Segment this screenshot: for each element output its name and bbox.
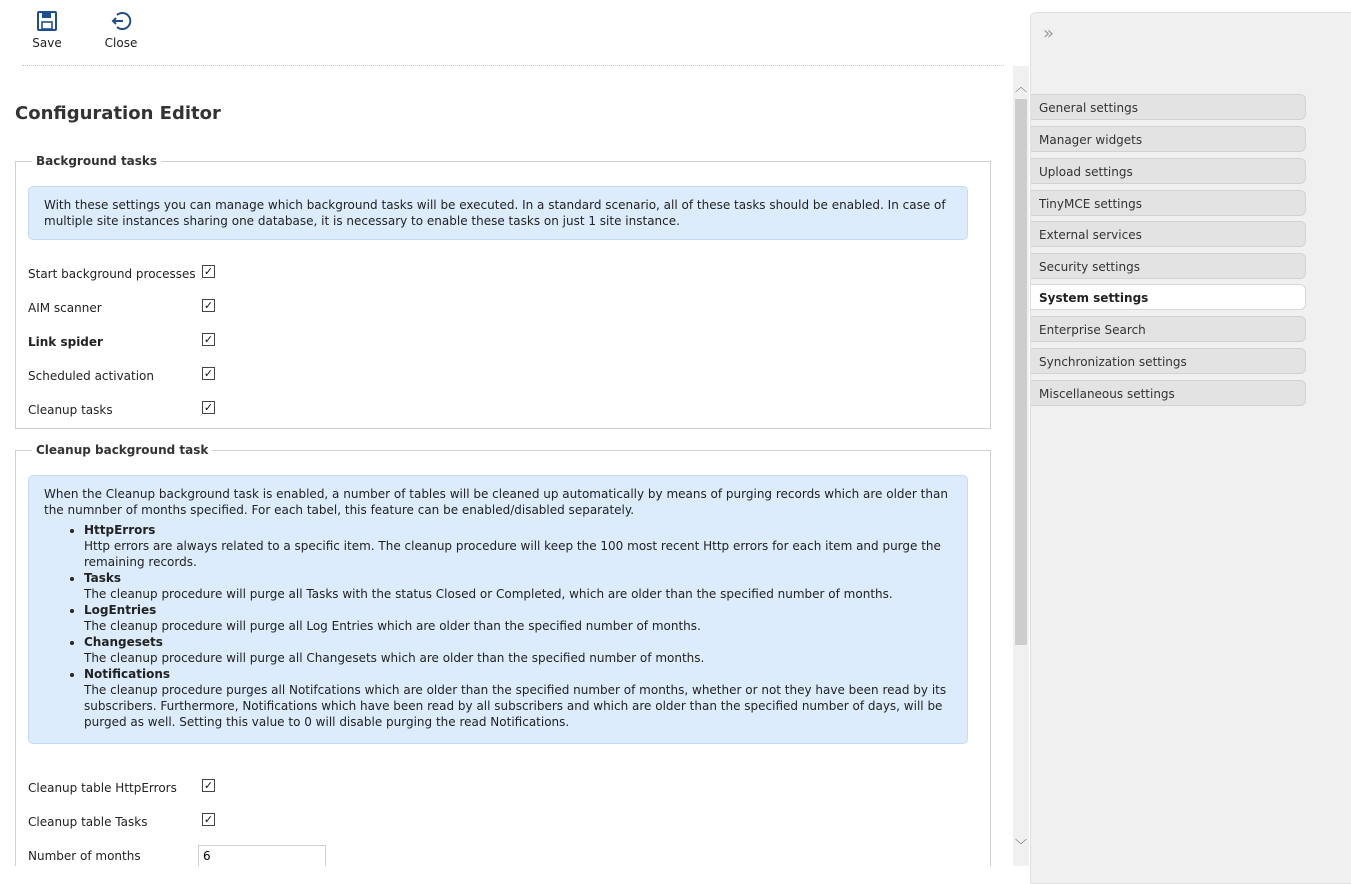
sidebar-item-upload-settings[interactable]: Upload settings (1031, 158, 1306, 184)
save-button[interactable] (26, 10, 68, 50)
close-icon (110, 10, 132, 32)
close-label: Close (104, 36, 138, 50)
sidebar-item-synchronization-settings[interactable]: Synchronization settings (1031, 348, 1306, 374)
cleanup-info (28, 475, 968, 744)
row-number-of-months (28, 846, 628, 866)
list-item (84, 634, 952, 666)
sidebar-item-system-settings[interactable]: System settings (1031, 284, 1306, 310)
scheduled-activation-checkbox[interactable]: ✓ (203, 367, 214, 380)
row-start-background-processes (28, 264, 628, 284)
main-content (0, 66, 1012, 866)
toolbar (0, 0, 1010, 66)
cleanup-httperrors-label: Cleanup table HttpErrors (28, 781, 177, 795)
sidebar-item-general-settings[interactable]: General settings (1031, 94, 1306, 120)
collapse-icon[interactable]: » (1043, 23, 1055, 44)
item-title: • Notifications (84, 667, 171, 681)
sidebar-item-security-settings[interactable]: Security settings (1031, 253, 1306, 279)
cleanup-tasks-label: Cleanup tasks (28, 403, 113, 417)
item-title: • Changesets (84, 635, 163, 649)
save-label: Save (32, 36, 62, 50)
item-text: Http errors are always related to a specific item. The cleanup procedure will keep the 100 most recent Http errors for each item and purge the remaining records. (84, 539, 941, 569)
list-item (84, 666, 952, 730)
cleanup-tasks-table-checkbox[interactable]: ✓ (203, 813, 214, 826)
item-text: The cleanup procedure will purge all Log Entries which are older than the specified number of months. (84, 619, 701, 633)
cleanup-info-list (44, 522, 952, 730)
item-title: • LogEntries (84, 603, 157, 617)
background-tasks-group (15, 154, 991, 429)
item-text: The cleanup procedure purges all Notifcations which are older than the specified number of months, whether or not they have been read by its subscribers. Furthermore, Notifications which have been read by all subscribers and which are older than the specified number of days, will be purged as well. Setting this value to 0 will disable purging the read Notifications. (84, 683, 947, 729)
aim-scanner-checkbox[interactable]: ✓ (203, 299, 214, 312)
list-item (84, 570, 952, 602)
start-background-processes-label: Start background processes (28, 267, 196, 281)
background-tasks-info: With these settings you can manage which background tasks will be executed. In a standard scenario, all of these tasks should be enabled. In case of multiple site instances sharing one database, it is necessary to enable these tasks on just 1 site instance. (28, 186, 968, 240)
sidebar-item-manager-widgets[interactable]: Manager widgets (1031, 126, 1306, 152)
item-text: The cleanup procedure will purge all Tasks with the status Closed or Completed, which are older than the specified number of months. (84, 587, 893, 601)
link-spider-label: Link spider (28, 335, 103, 349)
scroll-up-icon[interactable]: ︿ (1014, 80, 1027, 94)
cleanup-tasks-checkbox[interactable]: ✓ (203, 401, 214, 414)
scroll-down-icon[interactable]: ﹀ (1014, 838, 1027, 852)
row-scheduled-activation (28, 366, 628, 386)
cleanup-tasks-table-label: Cleanup table Tasks (28, 815, 148, 829)
item-text: The cleanup procedure will purge all Changesets which are older than the specified number of months. (84, 651, 705, 665)
item-title: • Tasks (84, 571, 122, 585)
scrollbar-thumb[interactable] (1015, 99, 1027, 645)
start-background-processes-checkbox[interactable]: ✓ (203, 265, 214, 278)
settings-sidebar (1030, 12, 1351, 884)
main-scrollbar[interactable] (1013, 66, 1029, 866)
list-item (84, 522, 952, 570)
link-spider-checkbox[interactable]: ✓ (203, 333, 214, 346)
row-link-spider (28, 332, 628, 352)
cleanup-httperrors-checkbox[interactable]: ✓ (203, 779, 214, 792)
page-title: Configuration Editor (15, 103, 221, 124)
row-aim-scanner (28, 298, 628, 318)
row-cleanup-httperrors (28, 778, 628, 798)
cleanup-legend: Cleanup background task (36, 443, 209, 457)
sidebar-item-miscellaneous-settings[interactable]: Miscellaneous settings (1031, 380, 1306, 406)
aim-scanner-label: AIM scanner (28, 301, 102, 315)
cleanup-background-task-group (15, 443, 991, 866)
save-icon (36, 10, 58, 32)
number-of-months-input[interactable] (198, 845, 326, 866)
number-of-months-label: Number of months (28, 849, 141, 863)
background-tasks-legend: Background tasks (36, 154, 158, 168)
sidebar-item-external-services[interactable]: External services (1031, 221, 1306, 247)
cleanup-info-intro: When the Cleanup background task is enabled, a number of tables will be cleaned up automatically by means of purging records which are older than the numnber of months specified. For each tabel, this feature can be enabled/disabled separately. (44, 487, 948, 517)
row-cleanup-tasks (28, 400, 628, 420)
row-cleanup-tasks-table (28, 812, 628, 832)
sidebar-item-tinymce-settings[interactable]: TinyMCE settings (1031, 190, 1306, 216)
scheduled-activation-label: Scheduled activation (28, 369, 155, 383)
list-item (84, 602, 952, 634)
sidebar-item-enterprise-search[interactable]: Enterprise Search (1031, 316, 1306, 342)
close-button[interactable] (100, 10, 142, 50)
item-title: • HttpErrors (84, 523, 156, 537)
